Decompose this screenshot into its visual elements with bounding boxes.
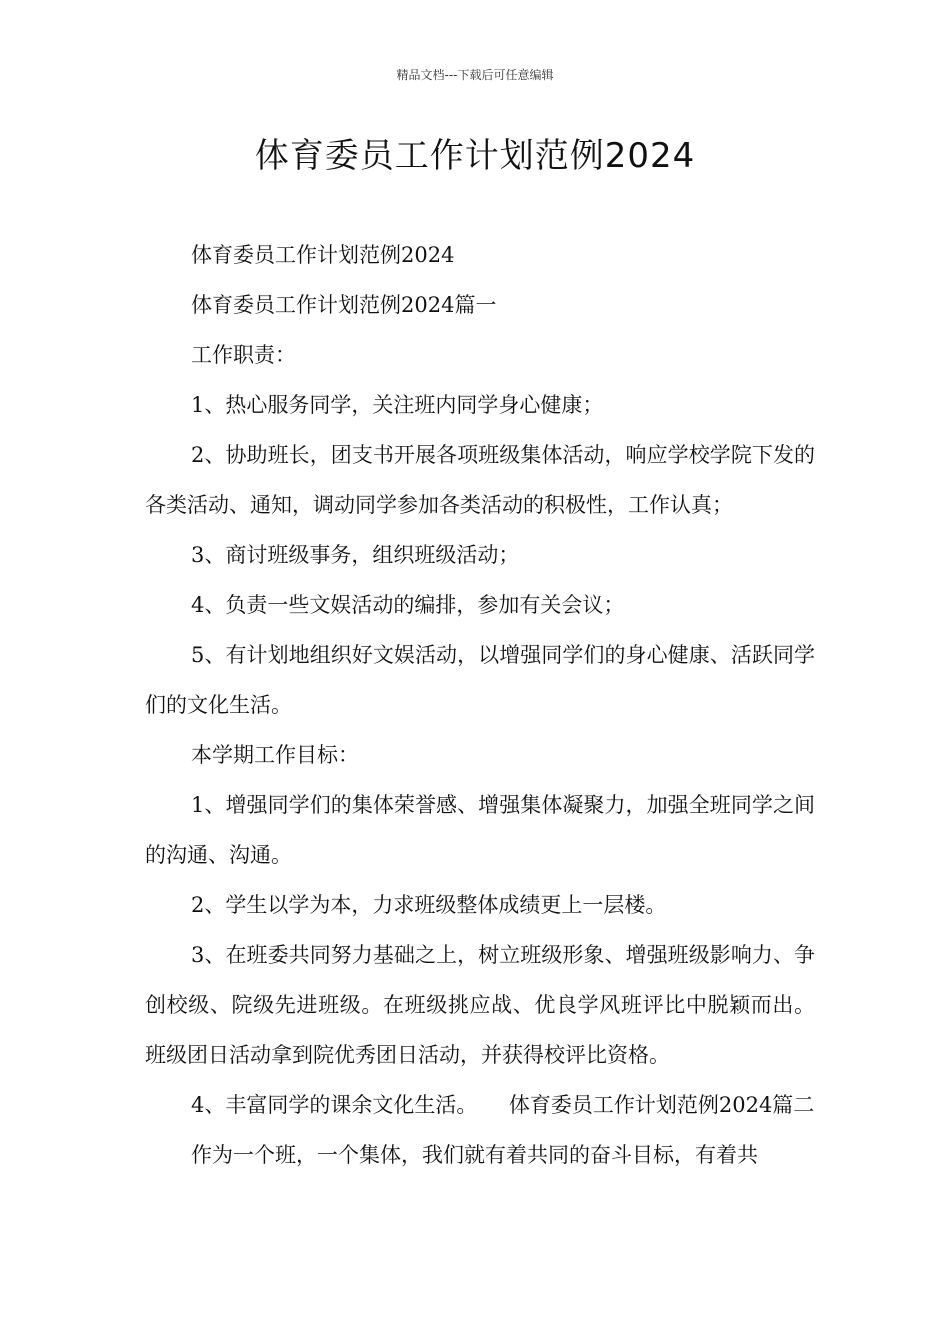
- list-item: 5、有计划地组织好文娱活动，以增强同学们的身心健康、活跃同学们的文化生活。: [145, 643, 815, 717]
- paragraph: 作为一个班，一个集体，我们就有着共同的奋斗目标，有着共: [191, 1143, 758, 1167]
- list-item: 4、负责一些文娱活动的编排，参加有关会议；: [191, 593, 625, 617]
- document-title: 体育委员工作计划范例2024: [254, 136, 696, 176]
- list-item: 3、在班委共同努力基础之上，树立班级形象、增强班级影响力、争创校级、院级先进班级。在班级挑应战、优良学风班评比中脱颖而出。班级团日活动拿到院优秀团日活动，并获得校评比资格。: [145, 943, 815, 1067]
- list-item: 3、商讨班级事务，组织班级活动；: [191, 543, 520, 567]
- list-item: 1、热心服务同学，关注班内同学身心健康；: [191, 393, 604, 417]
- section-heading: 工作职责：: [191, 343, 296, 367]
- list-item: 2、协助班长，团支书开展各项班级集体活动，响应学校学院下发的各类活动、通知，调动同学参加各类活动的积极性，工作认真；: [145, 443, 815, 517]
- paragraph: 体育委员工作计划范例2024篇一: [191, 293, 497, 317]
- section-heading: 本学期工作目标：: [191, 743, 359, 767]
- list-item: 1、增强同学们的集体荣誉感、增强集体凝聚力，加强全班同学之间的沟通、沟通。: [145, 793, 815, 867]
- document-body: [145, 230, 815, 1180]
- list-item: 4、丰富同学的课余文化生活。 体育委员工作计划范例2024篇二: [191, 1093, 815, 1117]
- paragraph: 体育委员工作计划范例2024: [191, 243, 455, 267]
- header-note: 精品文档---下载后可任意编辑: [396, 68, 554, 82]
- list-item: 2、学生以学为本，力求班级整体成绩更上一层楼。: [191, 893, 667, 917]
